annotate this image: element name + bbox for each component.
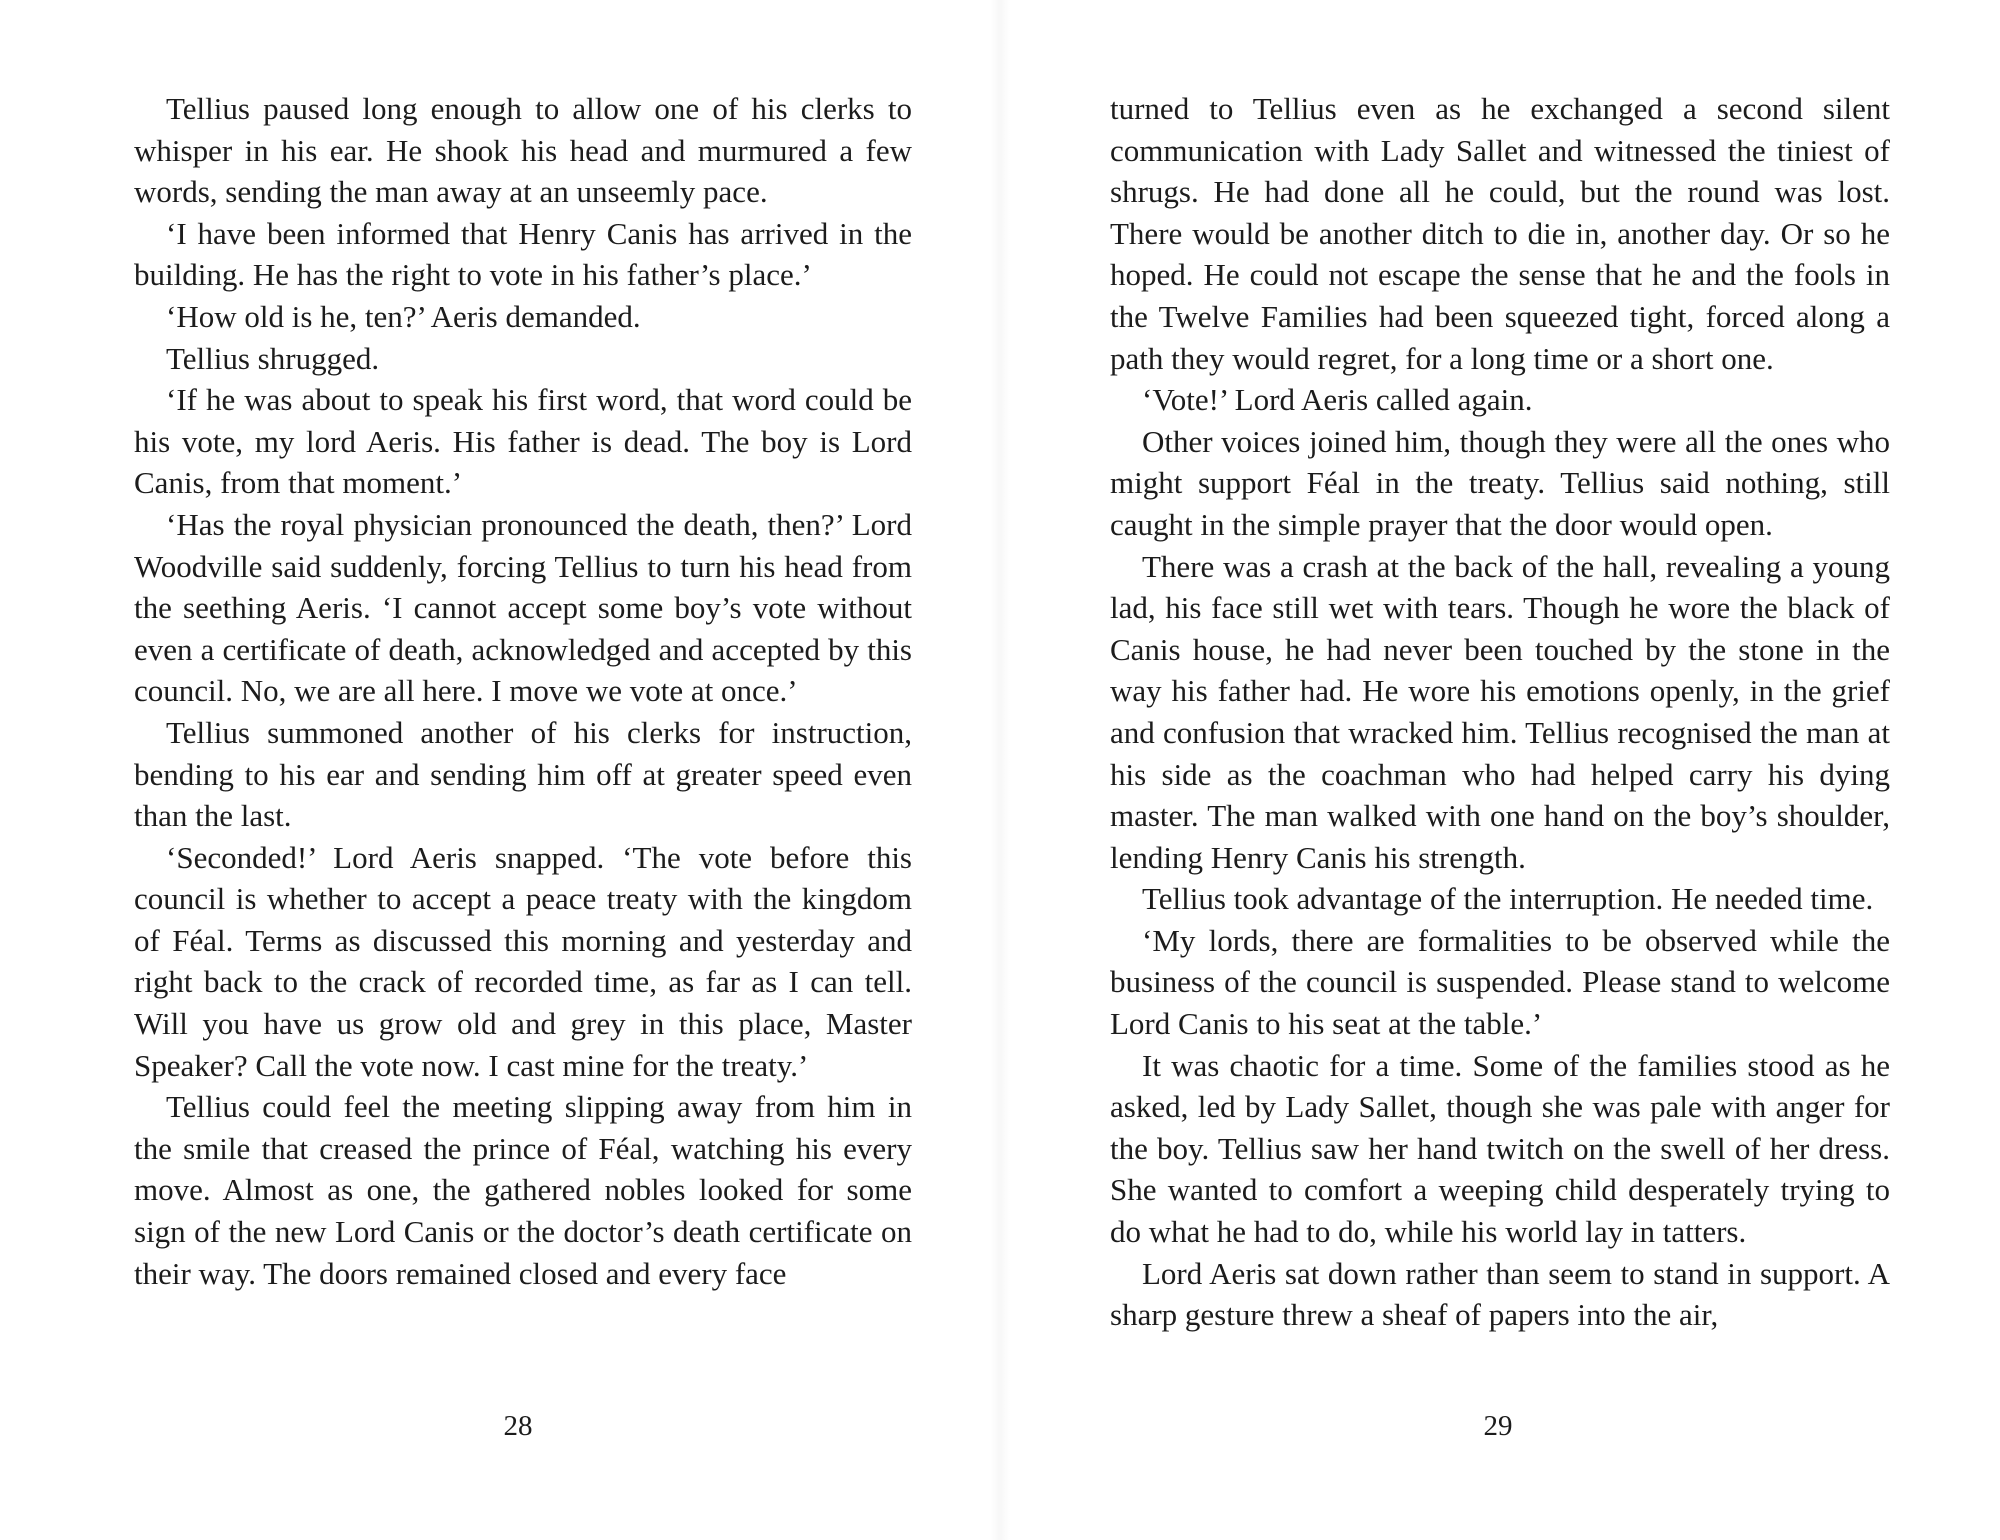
left-page xyxy=(134,88,912,1294)
paragraph: It was chaotic for a time. Some of the families stood as he asked, led by Lady Sallet, though she was pale with anger for the boy. Tellius saw her hand twitch on the swell of her dress. She wanted to comfort a weeping child desperately trying to do what he had to do, while his world lay in tatters. xyxy=(1110,1047,1890,1250)
paragraph: ‘I have been informed that Henry Canis has arrived in the building. He has the right to vote in his father’s place.’ xyxy=(134,215,912,293)
paragraph: Other voices joined him, though they were all the ones who might support Féal in the treaty. Tellius said nothing, still caught in the simple prayer that the door would open. xyxy=(1110,423,1890,542)
paragraph: Tellius paused long enough to allow one of his clerks to whisper in his ear. He shook his head and murmured a few words, sending the man away at an unseemly pace. xyxy=(134,91,912,210)
paragraph: ‘If he was about to speak his first word, that word could be his vote, my lord Aeris. His father is dead. The boy is Lord Canis, from that moment.’ xyxy=(134,382,912,501)
right-page xyxy=(1110,88,1890,1336)
paragraph: Tellius took advantage of the interruption. He needed time. xyxy=(1142,881,1874,917)
paragraph: ‘Vote!’ Lord Aeris called again. xyxy=(1142,382,1533,418)
left-page-text xyxy=(134,88,912,1294)
paragraph: Tellius shrugged. xyxy=(166,340,380,376)
paragraph: ‘Seconded!’ Lord Aeris snapped. ‘The vote before this council is whether to accept a peace treaty with the kingdom of Féal. Terms as discussed this morning and yesterday and right back to the crack of recorded time, as far as I can tell. Will you have us grow old and grey in this place, Master Speaker? Call the vote now. I cast mine for the treaty.’ xyxy=(134,839,912,1083)
paragraph: There was a crash at the back of the hall, revealing a young lad, his face still wet with tears. Though he wore the black of Canis house, he had never been touched by the stone in the way his father had. He wore his emotions openly, in the grief and confusion that wracked him. Tellius recognised the man at his side as the coachman who had helped carry his dying master. The man walked with one hand on the boy’s shoulder, lending Henry Canis his strength. xyxy=(1110,548,1890,875)
paragraph: ‘How old is he, ten?’ Aeris demanded. xyxy=(166,298,641,334)
page-number-right: 29 xyxy=(1483,1410,1513,1442)
paragraph: Tellius summoned another of his clerks for instruction, bending to his ear and sending him off at greater speed even than the last. xyxy=(134,714,912,834)
page-number-left: 28 xyxy=(503,1410,533,1442)
right-page-text xyxy=(1110,88,1890,1336)
paragraph: ‘My lords, there are formalities to be observed while the business of the council is suspended. Please stand to welcome Lord Canis to his seat at the table.’ xyxy=(1110,922,1890,1042)
paragraph: ‘Has the royal physician pronounced the death, then?’ Lord Woodville said suddenly, forcing Tellius to turn his head from the seething Aeris. ‘I cannot accept some boy’s vote without even a certificate of death, acknowledged and accepted by this council. No, we are all here. I move we vote at once.’ xyxy=(134,506,912,709)
continued-paragraph: turned to Tellius even as he exchanged a second silent communication with Lady Sallet and witnessed the tiniest of shrugs. He had done all he could, but the round was lost. There would be another ditch to die in, another day. Or so he hoped. He could not escape the sense that he and the fools in the Twelve Families had been squeezed tight, forced along a path they would regret, for a long time or a short one. xyxy=(1110,91,1890,376)
gutter xyxy=(990,0,1010,1540)
paragraph: Lord Aeris sat down rather than seem to stand in support. A sharp gesture threw a sheaf of papers into the air, xyxy=(1110,1255,1890,1333)
paragraph: Tellius could feel the meeting slipping away from him in the smile that creased the prince of Féal, watching his every move. Almost as one, the gathered nobles looked for some sign of the new Lord Canis or the doctor’s death certificate on their way. The doors remained closed and every face xyxy=(134,1089,912,1291)
